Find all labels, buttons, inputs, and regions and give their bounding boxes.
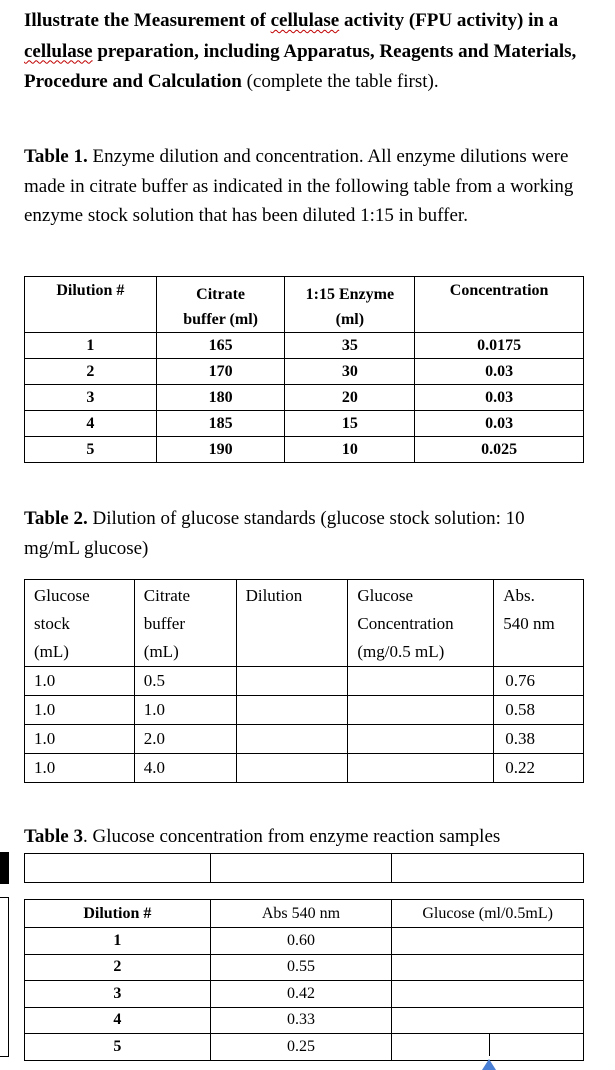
table-1 xyxy=(24,276,584,463)
empty-cell[interactable] xyxy=(392,854,584,883)
table-cell[interactable]: 1.0 xyxy=(25,667,135,696)
table-row xyxy=(25,437,584,463)
table3-header-row xyxy=(25,900,584,928)
table2-label: Table 2. xyxy=(24,508,88,529)
table-cell[interactable]: 0.03 xyxy=(415,411,584,437)
table-2 xyxy=(24,579,584,783)
t1-header-dilution: Dilution # xyxy=(25,277,157,333)
table-cell[interactable]: 0.025 xyxy=(415,437,584,463)
table1-caption-text: Enzyme dilution and concentration. All enzyme dilutions were made in citrate buffer as indicated in the following table from a working enzyme stock solution that has been diluted 1:15 in buffer. xyxy=(24,146,574,226)
table-cell[interactable]: 180 xyxy=(156,385,285,411)
heading-part2: activity (FPU activity) in a xyxy=(339,10,559,31)
empty-cell[interactable] xyxy=(25,854,211,883)
table-cell[interactable] xyxy=(392,1034,584,1061)
t3-header-glucose: Glucose (ml/0.5mL) xyxy=(392,900,584,928)
table2-header-row xyxy=(25,580,584,667)
table-row xyxy=(25,667,584,696)
table-cell[interactable]: 0.5 xyxy=(134,667,236,696)
table-3 xyxy=(24,899,584,1061)
table-cell[interactable]: 1.0 xyxy=(25,725,135,754)
table-cell[interactable]: 4 xyxy=(25,411,157,437)
table-cell[interactable]: 0.22 xyxy=(494,754,584,783)
table-cell[interactable] xyxy=(236,725,348,754)
table-cell[interactable] xyxy=(392,954,584,981)
table-cell[interactable]: 1 xyxy=(25,928,211,955)
t2-header-abs: Abs. 540 nm xyxy=(494,580,584,667)
table-cell[interactable]: 0.0175 xyxy=(415,333,584,359)
table-row xyxy=(25,754,584,783)
table-cell[interactable]: 170 xyxy=(156,359,285,385)
table-row xyxy=(25,954,584,981)
table-cell[interactable] xyxy=(236,754,348,783)
table-cell[interactable]: 0.33 xyxy=(210,1007,392,1034)
table-cell[interactable]: 35 xyxy=(285,333,415,359)
table-row xyxy=(25,1034,584,1061)
heading-part3: preparation, including Apparatus, Reagents and Materials, Procedure and Calculation xyxy=(24,40,577,92)
table-cell[interactable]: 0.03 xyxy=(415,359,584,385)
table-cell[interactable]: 0.58 xyxy=(494,696,584,725)
assignment-heading xyxy=(24,6,594,98)
table-cell[interactable] xyxy=(348,754,494,783)
table-cell[interactable]: 3 xyxy=(25,981,211,1008)
table-cell[interactable]: 0.03 xyxy=(415,385,584,411)
t2-header-citrate-buffer: Citrate buffer (mL) xyxy=(134,580,236,667)
table-cell[interactable]: 0.55 xyxy=(210,954,392,981)
table-cell[interactable]: 2 xyxy=(25,954,211,981)
left-edge-bar xyxy=(0,852,9,884)
t3-header-abs: Abs 540 nm xyxy=(210,900,392,928)
table-cell[interactable]: 0.38 xyxy=(494,725,584,754)
table-cell[interactable]: 5 xyxy=(25,1034,211,1061)
table-cell[interactable] xyxy=(348,667,494,696)
table-row xyxy=(25,928,584,955)
table-cell[interactable]: 3 xyxy=(25,385,157,411)
table-row xyxy=(25,696,584,725)
table1-header-row xyxy=(25,277,584,333)
left-edge-frame xyxy=(0,897,9,1057)
table-3-empty-header xyxy=(24,853,584,883)
table-cell[interactable] xyxy=(348,725,494,754)
table-row xyxy=(25,981,584,1008)
table-cell[interactable]: 0.60 xyxy=(210,928,392,955)
table-cell[interactable]: 2.0 xyxy=(134,725,236,754)
table-cell[interactable]: 5 xyxy=(25,437,157,463)
table-row xyxy=(25,1007,584,1034)
t2-header-glucose-stock: Glucose stock (mL) xyxy=(25,580,135,667)
table-cell[interactable] xyxy=(348,696,494,725)
table2-caption xyxy=(24,504,584,563)
heading-normal: (complete the table first). xyxy=(241,71,439,92)
table-cell[interactable]: 1.0 xyxy=(25,696,135,725)
spellcheck-word-2[interactable]: cellulase xyxy=(24,40,93,62)
table3-label: Table 3 xyxy=(24,826,83,847)
table-cell[interactable]: 20 xyxy=(285,385,415,411)
table1-label: Table 1. xyxy=(24,146,88,167)
table-cell[interactable]: 1 xyxy=(25,333,157,359)
t2-header-dilution: Dilution xyxy=(236,580,348,667)
table-cell[interactable] xyxy=(392,981,584,1008)
table-row xyxy=(25,333,584,359)
table-cell[interactable]: 165 xyxy=(156,333,285,359)
table-cell[interactable]: 2 xyxy=(25,359,157,385)
table-cell[interactable] xyxy=(236,696,348,725)
table-cell[interactable]: 1.0 xyxy=(25,754,135,783)
table-cell[interactable]: 0.76 xyxy=(494,667,584,696)
t1-header-concentration: Concentration xyxy=(415,277,584,333)
table-cell[interactable]: 0.25 xyxy=(210,1034,392,1061)
table-cell[interactable]: 4 xyxy=(25,1007,211,1034)
t1-header-enzyme: 1:15 Enzyme (ml) xyxy=(285,277,415,333)
table-cell[interactable] xyxy=(236,667,348,696)
table-cell[interactable] xyxy=(392,1007,584,1034)
table2-caption-text: Dilution of glucose standards (glucose stock solution: 10 mg/mL glucose) xyxy=(24,508,525,559)
t2-header-glucose-conc: Glucose Concentration (mg/0.5 mL) xyxy=(348,580,494,667)
table-cell[interactable]: 190 xyxy=(156,437,285,463)
empty-cell[interactable] xyxy=(210,854,392,883)
table1-caption xyxy=(24,142,584,231)
table-cell[interactable]: 185 xyxy=(156,411,285,437)
t3-header-dilution: Dilution # xyxy=(25,900,211,928)
spellcheck-word-1[interactable]: cellulase xyxy=(270,10,340,31)
table-row xyxy=(25,385,584,411)
table-cell[interactable] xyxy=(392,928,584,955)
table3-caption-text: . Glucose concentration from enzyme reaction samples xyxy=(82,826,501,847)
table-cell[interactable]: 30 xyxy=(285,359,415,385)
heading-part1: Illustrate the Measurement of xyxy=(24,10,271,31)
text-cursor xyxy=(489,1034,490,1056)
table-row xyxy=(25,725,584,754)
table-cell[interactable]: 4.0 xyxy=(134,754,236,783)
table-resize-handle-icon[interactable] xyxy=(481,1058,497,1070)
table-cell[interactable]: 0.42 xyxy=(210,981,392,1008)
table3-caption xyxy=(24,822,594,852)
table-cell[interactable]: 15 xyxy=(285,411,415,437)
t1-header-citrate: Citrate buffer (ml) xyxy=(156,277,285,333)
table-row xyxy=(25,411,584,437)
table-cell[interactable]: 10 xyxy=(285,437,415,463)
table-cell[interactable]: 1.0 xyxy=(134,696,236,725)
table-row xyxy=(25,359,584,385)
